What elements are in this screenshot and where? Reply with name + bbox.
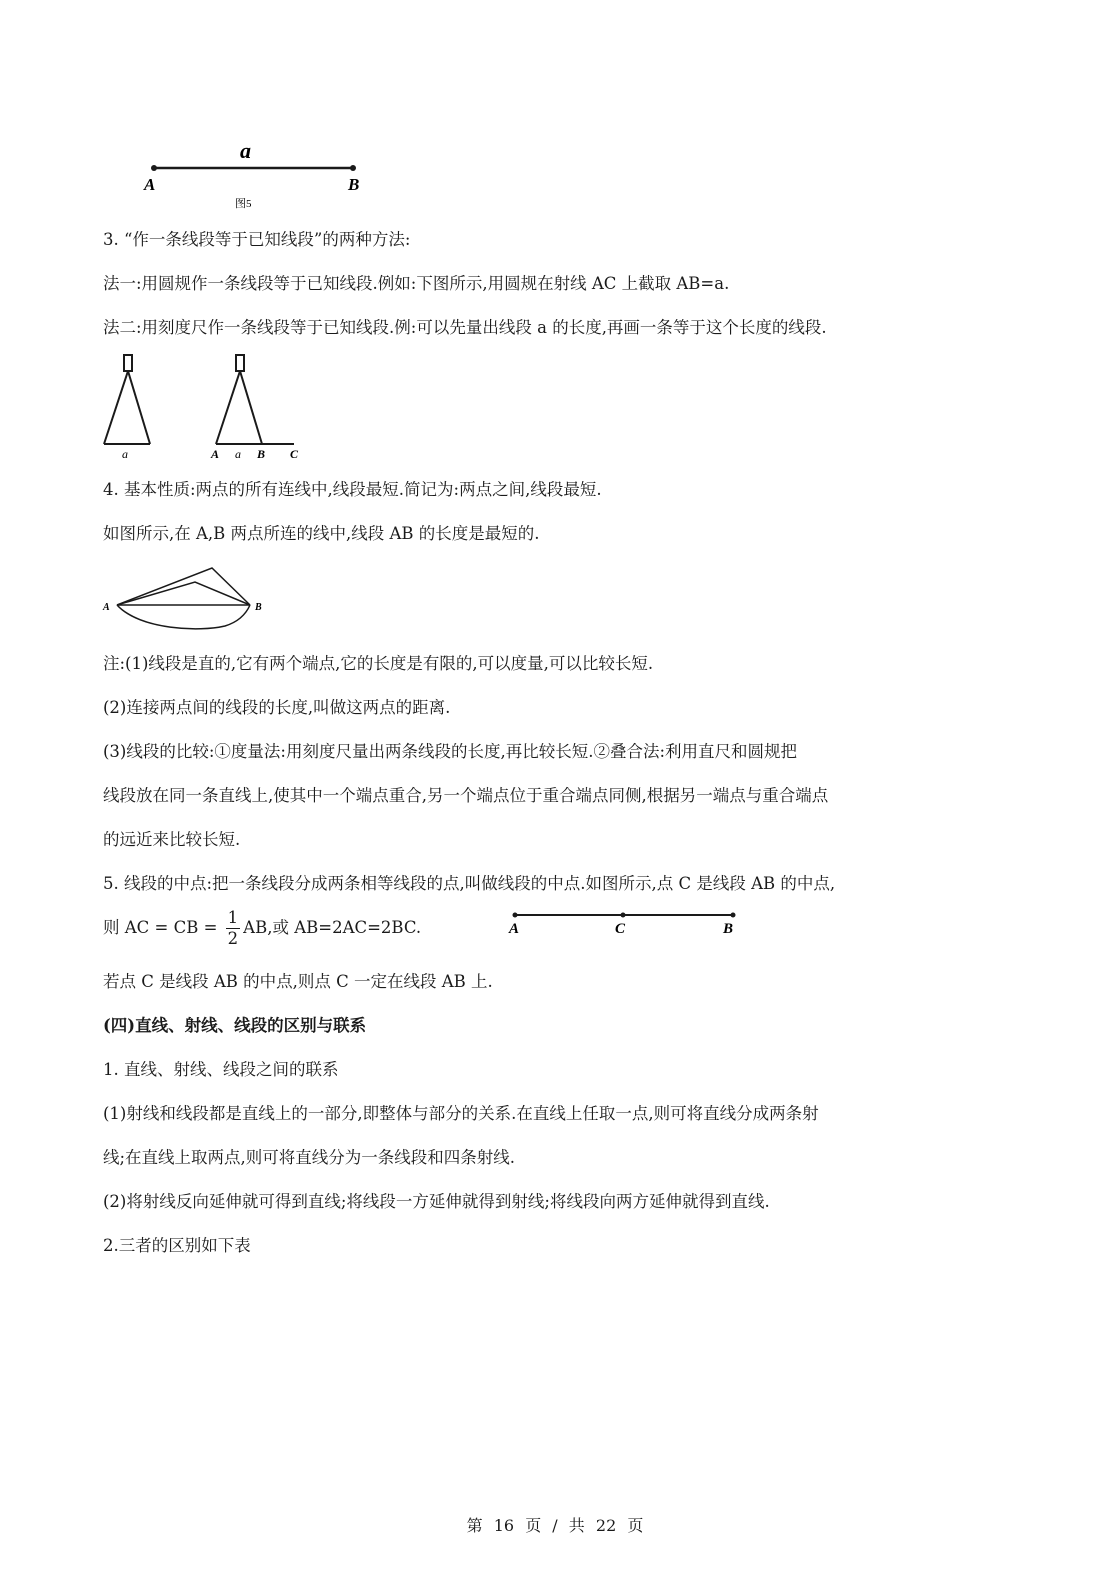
formula-suffix: AB,或 AB=2AC=2BC. xyxy=(243,918,422,937)
method-two: 法二:用刻度尺作一条线段等于已知线段.例:可以先量出线段 a 的长度,再画一条等于这个长度的线段. xyxy=(103,318,827,337)
label-point-a: A xyxy=(144,175,156,194)
footer-total-unit: 页 xyxy=(627,1516,644,1535)
formula-prefix: 则 AC = CB = xyxy=(103,918,223,937)
label-segment-a: a xyxy=(240,140,251,163)
midpoint-formula xyxy=(103,908,421,949)
midpoint-c-dot xyxy=(621,913,626,918)
footer-total-pages: 22 xyxy=(595,1516,617,1535)
midpoint-a-dot xyxy=(513,913,518,918)
label-ray-c: C xyxy=(290,447,299,461)
method-one: 法一:用圆规作一条线段等于已知线段.例如:下图所示,用圆规在射线 AC 上截取 AB=a. xyxy=(103,274,730,293)
compass-right-leg-1 xyxy=(216,371,240,444)
basic-property: 4. 基本性质:两点的所有连线中,线段最短.简记为:两点之间,线段最短. xyxy=(103,480,602,499)
compass-left-leg-1 xyxy=(104,371,128,444)
point-a-dot xyxy=(151,165,157,171)
subsection-2-title: 2.三者的区别如下表 xyxy=(103,1236,251,1255)
subsection-1-title: 1. 直线、射线、线段之间的联系 xyxy=(103,1060,339,1079)
label-ray-a: A xyxy=(211,447,220,461)
path-curve xyxy=(117,605,250,629)
fraction-numerator: 1 xyxy=(227,908,239,927)
label-ray-small-a: a xyxy=(235,447,241,461)
footer-total-label: 共 xyxy=(568,1516,585,1535)
midpoint-b-dot xyxy=(731,913,736,918)
compass-left-head xyxy=(124,355,132,371)
fraction-one-half xyxy=(226,908,241,949)
label-ray-b: B xyxy=(257,447,266,461)
figure-compass xyxy=(100,352,310,462)
footer-current-page: 16 xyxy=(493,1516,515,1535)
figure-midpoint xyxy=(505,905,745,940)
label-mid-b: B xyxy=(723,921,734,937)
footer-page-label: 第 xyxy=(466,1516,483,1535)
label-path-a: A xyxy=(103,602,110,613)
label-mid-c: C xyxy=(615,921,626,937)
compass-right-head xyxy=(236,355,244,371)
label-compass-a: a xyxy=(122,447,128,461)
figure-caption: 图5 xyxy=(235,198,252,210)
note-3-line-3: 的远近来比较长短. xyxy=(103,830,241,849)
label-mid-a: A xyxy=(509,921,520,937)
basic-property-desc: 如图所示,在 A,B 两点所连的线中,线段 AB 的长度是最短的. xyxy=(103,524,540,543)
footer-separator: / xyxy=(552,1516,558,1535)
point-b-dot xyxy=(350,165,356,171)
method-title: 3. “作一条线段等于已知线段”的两种方法: xyxy=(103,230,411,249)
midpoint-note: 若点 C 是线段 AB 的中点,则点 C 一定在线段 AB 上. xyxy=(103,972,493,991)
label-point-b: B xyxy=(348,175,360,194)
midpoint-title: 5. 线段的中点:把一条线段分成两条相等线段的点,叫做线段的中点.如图所示,点 C 是线段 AB 的中点, xyxy=(103,874,836,893)
figure-segment-ab xyxy=(140,140,380,215)
section-four-title: (四)直线、射线、线段的区别与联系 xyxy=(103,1016,367,1035)
note-1: 注:(1)线段是直的,它有两个端点,它的长度是有限的,可以度量,可以比较长短. xyxy=(103,654,654,673)
relation-2: (2)将射线反向延伸就可得到直线;将线段一方延伸就得到射线;将线段向两方延伸就得到直线. xyxy=(103,1192,770,1211)
label-path-b: B xyxy=(255,602,262,613)
footer-page-unit: 页 xyxy=(525,1516,542,1535)
compass-right-leg-2 xyxy=(240,371,262,444)
fraction-denominator: 2 xyxy=(227,929,239,948)
relation-1-line-2: 线;在直线上取两点,则可将直线分为一条线段和四条射线. xyxy=(103,1148,516,1167)
page-footer xyxy=(0,1513,1110,1536)
note-3-line-2: 线段放在同一条直线上,使其中一个端点重合,另一个端点位于重合端点同侧,根据另一端点与重合端点 xyxy=(103,786,829,805)
note-2: (2)连接两点间的线段的长度,叫做这两点的距离. xyxy=(103,698,451,717)
note-3-line-1: (3)线段的比较:①度量法:用刻度尺量出两条线段的长度,再比较长短.②叠合法:利用直尺和圆规把 xyxy=(103,742,798,761)
compass-left-leg-2 xyxy=(128,371,150,444)
figure-paths xyxy=(100,560,280,640)
relation-1-line-1: (1)射线和线段都是直线上的一部分,即整体与部分的关系.在直线上任取一点,则可将直线分成两条射 xyxy=(103,1104,819,1123)
